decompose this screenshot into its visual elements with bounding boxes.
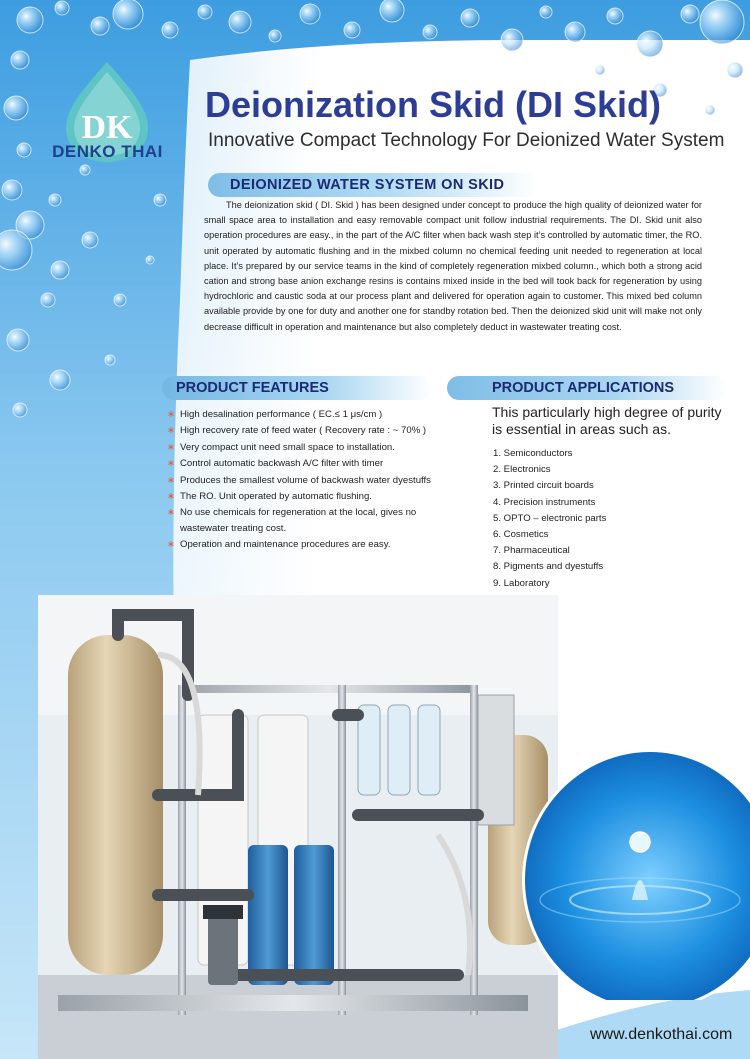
application-item: 5. OPTO – electronic parts [493,512,607,524]
application-item: 3. Printed circuit boards [493,480,594,492]
bullet-icon: ∗ [167,425,176,437]
website-url[interactable]: www.denkothai.com [590,1026,733,1043]
application-item: 7. Pharmaceutical [493,545,570,557]
application-item: 4. Precision instruments [493,496,596,508]
application-item: 9. Laboratory [493,577,550,589]
application-item: 1. Semiconductors [493,448,573,459]
bullet-icon: ∗ [167,409,176,420]
di-skid-equipment-photo [38,595,558,1059]
applications-intro: This particularly high degree of purity is essential in areas such as. [492,404,722,437]
bullet-icon: ∗ [167,507,176,519]
page-title: Deionization Skid (DI Skid) [205,84,662,125]
application-item: 8. Pigments and dyestuffs [493,561,604,573]
features-heading: PRODUCT FEATURES [162,376,432,400]
application-item: 2. Electronics [493,464,551,476]
bullet-icon: ∗ [167,490,176,502]
bullet-icon: ∗ [167,538,176,550]
applications-heading: PRODUCT APPLICATIONS [447,376,727,400]
feature-item: ∗ Operation and maintenance procedures are easy. [167,537,452,552]
application-item: 6. Cosmetics [493,529,549,541]
brand-name: DENKO THAI [52,142,163,161]
feature-item: ∗ Produces the smallest volume of backwash water dyestuffs [167,473,452,488]
deionized-description: The deionization skid ( DI. Skid ) has been designed under concept to produce the high quality of deionized water for small space area to installation and easy removable compact unit follow industrial requirements. The DI. Skid unit also operation procedures are easy., in the part of the A/C filter when back wash step it’s controlled by automatic timer, the RO. unit operated by automatic flushing and in the mixbed column no chemical feeding unit needed to regeneration at local place. It’s prepared by our service teams in the kind of completely regeneration mixbed column., which both a strong acid cation and strong base anion exchange resins is contains mixed inside in the bed will took back for regeneration by using hydrochloric and caustic soda at our process plant and delivered for operation again to customer. This mixed bed column available provide by one for duty and another one for standby rotation bed. Then the deionized skid unit will make not only decrease difficult in operation and maintenance but also completely deduct in wastewater treating cost. [204,200,702,332]
feature-item: ∗ No use chemicals for regeneration at the local, gives no wastewater treating cost. [167,507,417,534]
bullet-icon: ∗ [167,458,176,470]
water-drop-image [520,750,750,1000]
features-list [167,407,452,553]
feature-item: ∗ High desalination performance ( EC.≤ 1 μs/cm ) [167,407,452,422]
deionized-section-heading: DEIONIZED WATER SYSTEM ON SKID [208,173,538,197]
feature-item: ∗ The RO. Unit operated by automatic flushing. [167,489,452,504]
page-subtitle: Innovative Compact Technology For Deionized Water System [208,130,725,151]
feature-item: ∗ High recovery rate of feed water ( Recovery rate : ~ 70% ) [167,423,452,438]
feature-item: ∗ Very compact unit need small space to installation. [167,440,452,455]
feature-item: ∗ Control automatic backwash A/C filter with timer [167,456,452,471]
bullet-icon: ∗ [167,441,176,453]
bullet-icon: ∗ [167,474,176,486]
applications-list [493,446,606,608]
logo-letters: DK [81,109,133,146]
